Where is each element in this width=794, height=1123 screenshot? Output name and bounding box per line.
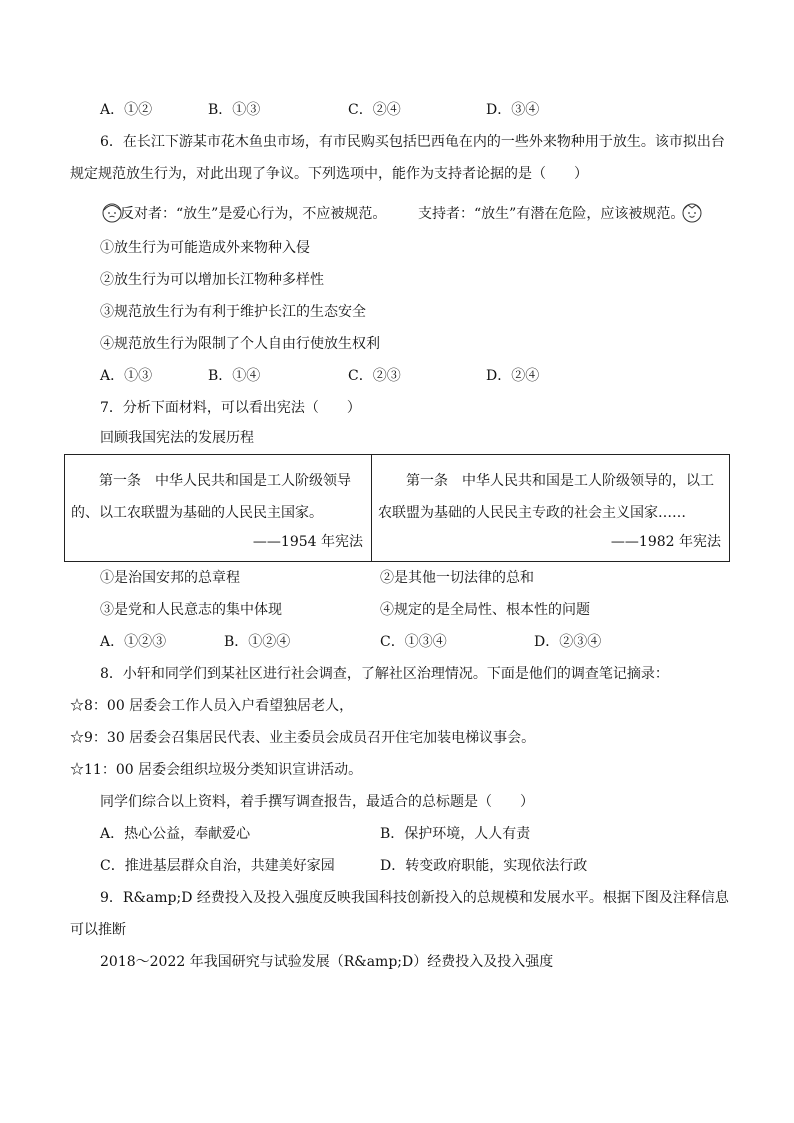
q8-option-d[interactable]: D．转变政府职能，实现依法行政 bbox=[380, 858, 588, 874]
q7-item-3: ③是党和人民意志的集中体现 bbox=[100, 602, 282, 618]
q6-item-1: ①放生行为可能造成外来物种入侵 bbox=[100, 240, 310, 256]
q7-option-d[interactable]: D．②③④ bbox=[534, 634, 602, 650]
q8-stem: 8．小轩和同学们到某社区进行社会调查，了解社区治理情况。下面是他们的调查笔记摘录： bbox=[100, 666, 669, 682]
q6-item-2: ②放生行为可以增加长江物种多样性 bbox=[100, 272, 324, 288]
q6-item-3: ③规范放生行为有利于维护长江的生态安全 bbox=[100, 304, 366, 320]
q6-option-b[interactable]: B．①④ bbox=[208, 368, 261, 384]
q8-option-b[interactable]: B．保护环境，人人有责 bbox=[380, 826, 531, 842]
q6-option-d[interactable]: D．②④ bbox=[486, 368, 540, 384]
q7-stem: 7．分析下面材料，可以看出宪法（ ） bbox=[100, 400, 361, 416]
q8-note-3: ☆11：00 居委会组织垃圾分类知识宣讲活动。 bbox=[70, 762, 363, 778]
supporter-face-icon bbox=[680, 200, 704, 224]
q6-debate bbox=[100, 200, 720, 226]
constitution-1982-text: 第一条 中华人民共和国是工人阶级领导的，以工农联盟为基础的人民民主专政的社会主义国家…… bbox=[378, 473, 714, 521]
q7-option-b[interactable]: B．①②④ bbox=[224, 634, 291, 650]
q7-items-row1 bbox=[100, 568, 740, 588]
q8-note-2: ☆9：30 居委会召集居民代表、业主委员会成员召开住宅加装电梯议事会。 bbox=[70, 730, 536, 746]
q6-options bbox=[100, 366, 740, 386]
q8-options-row1 bbox=[100, 824, 740, 844]
q5-option-a[interactable]: A．①② bbox=[100, 102, 153, 118]
q9-stem-line1: 9．R&amp;D 经费投入及投入强度反映我国科技创新投入的总规模和发展水平。根据下图及注释信息 bbox=[100, 890, 729, 906]
q8-options-row2 bbox=[100, 856, 740, 876]
q5-option-b[interactable]: B．①③ bbox=[208, 102, 261, 118]
q6-option-a[interactable]: A．①③ bbox=[100, 368, 153, 384]
constitution-1954-cell bbox=[65, 455, 372, 562]
q6-option-c[interactable]: C．②③ bbox=[348, 368, 401, 384]
q8-note-1: ☆8：00 居委会工作人员入户看望独居老人， bbox=[70, 698, 354, 714]
q7-item-4: ④规定的是全局性、根本性的问题 bbox=[380, 602, 590, 618]
q7-item-2: ②是其他一切法律的总和 bbox=[380, 570, 534, 586]
q7-items-row2 bbox=[100, 600, 740, 620]
q5-options bbox=[100, 100, 740, 120]
q9-chart-title: 2018～2022 年我国研究与试验发展（R&amp;D）经费投入及投入强度 bbox=[100, 954, 554, 970]
q9-stem-line2: 可以推断 bbox=[70, 922, 126, 938]
q6-opponent-text: 反对者：“放生”是爱心行为，不应被规范。 bbox=[120, 206, 387, 222]
constitution-1954-source: ——1954 年宪法 bbox=[252, 534, 363, 550]
q5-option-c[interactable]: C．②④ bbox=[348, 102, 401, 118]
q7-item-1: ①是治国安邦的总章程 bbox=[100, 570, 240, 586]
q8-option-a[interactable]: A．热心公益，奉献爱心 bbox=[100, 826, 251, 842]
q6-supporter-text: 支持者：“放生”有潜在危险，应该被规范。 bbox=[418, 206, 685, 222]
q6-stem-line1: 6．在长江下游某市花木鱼虫市场，有市民购买包括巴西龟在内的一些外来物种用于放生。该市拟出台 bbox=[100, 134, 725, 150]
q7-option-c[interactable]: C．①③④ bbox=[380, 634, 447, 650]
q7-subtitle: 回顾我国宪法的发展历程 bbox=[100, 430, 254, 446]
constitution-1982-cell bbox=[372, 455, 730, 562]
constitution-table bbox=[64, 454, 730, 562]
constitution-1954-text: 第一条 中华人民共和国是工人阶级领导的、以工农联盟为基础的人民民主国家。 bbox=[71, 473, 351, 521]
q6-stem-line2: 规定规范放生行为，对此出现了争议。下列选项中，能作为支持者论据的是（ ） bbox=[70, 166, 588, 182]
constitution-1982-source: ——1982 年宪法 bbox=[610, 534, 721, 550]
q8-question: 同学们综合以上资料，着手撰写调查报告，最适合的总标题是（ ） bbox=[100, 794, 534, 810]
q6-item-4: ④规范放生行为限制了个人自由行使放生权利 bbox=[100, 336, 380, 352]
q7-option-a[interactable]: A．①②③ bbox=[100, 634, 167, 650]
q7-options bbox=[100, 632, 740, 652]
q5-option-d[interactable]: D．③④ bbox=[486, 102, 540, 118]
q8-option-c[interactable]: C．推进基层群众自治，共建美好家园 bbox=[100, 858, 335, 874]
